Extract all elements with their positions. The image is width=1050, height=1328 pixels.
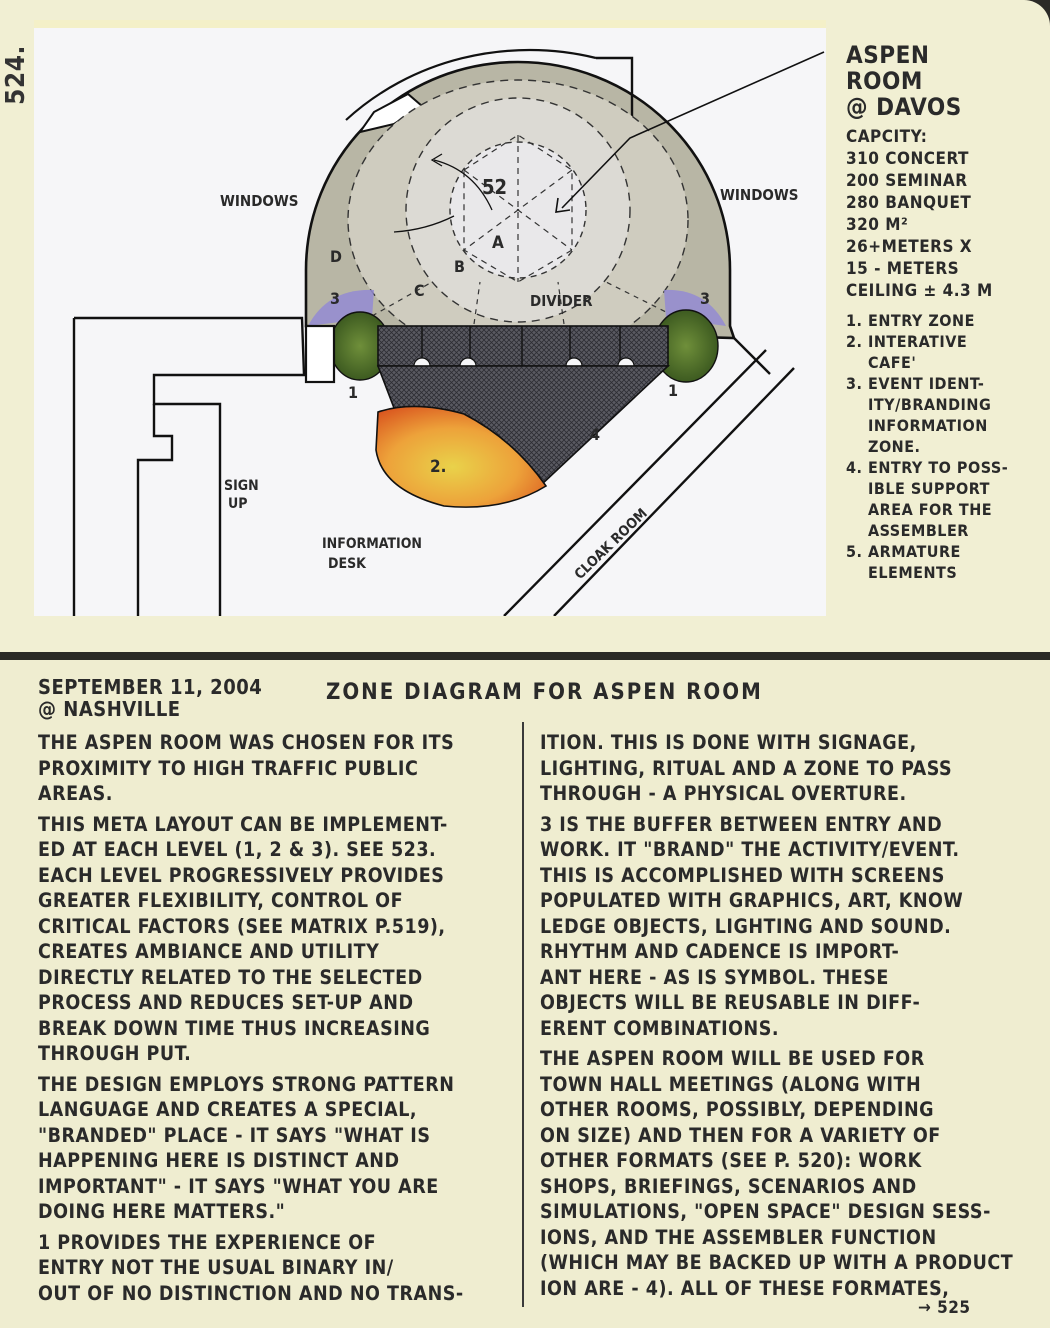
page-number: 524. (0, 45, 31, 105)
notes-left-column (38, 730, 516, 1311)
text-line: OTHER ROOMS, POSSIBLY, DEPENDING (540, 1098, 935, 1121)
text-line: ON SIZE) AND THEN FOR A VARIETY OF (540, 1123, 941, 1147)
text-line: THROUGH - A PHYSICAL OVERTURE. (540, 782, 907, 805)
info-desk-label-2: DESK (328, 556, 366, 572)
text-line: EACH LEVEL PROGRESSIVELY PROVIDES (38, 863, 445, 887)
text-line: THE ASPEN ROOM WILL BE USED FOR (540, 1047, 925, 1070)
legend-text: ASSEMBLER (868, 521, 969, 540)
text-line: WORK. IT "BRAND" THE ACTIVITY/EVENT. (540, 838, 960, 861)
text-line: THE DESIGN EMPLOYS STRONG PATTERN (38, 1072, 455, 1096)
legend-text: ENTRY ZONE (868, 311, 975, 330)
text-line: DOING HERE MATTERS." (38, 1200, 286, 1223)
room-title-line-2: ROOM (846, 67, 923, 95)
zone-3-right-label: 3 (700, 289, 711, 308)
top-page (0, 0, 1050, 652)
plan-drawing (34, 20, 826, 616)
legend-text: CAFE' (868, 353, 917, 372)
legend-number: 5. (846, 542, 863, 561)
zone-4-label: 4 (590, 425, 601, 444)
info-desk-label-1: INFORMATION (322, 536, 422, 552)
legend-text: ENTRY TO POSS- (868, 458, 1009, 477)
text-line: LEDGE OBJECTS, LIGHTING AND SOUND. (540, 914, 952, 938)
text-line: (WHICH MAY BE BACKED UP WITH A PRODUCT (540, 1251, 1014, 1274)
paragraph (38, 1230, 516, 1307)
zone-1-left-label: 1 (348, 383, 359, 402)
text-line: RHYTHM AND CADENCE IS IMPORT- (540, 940, 900, 963)
text-line: 1 PROVIDES THE EXPERIENCE OF (38, 1230, 377, 1254)
angled-wall (734, 338, 770, 374)
text-line: 3 IS THE BUFFER BETWEEN ENTRY AND (540, 812, 943, 836)
text-line: "BRANDED" PLACE - IT SAYS "WHAT IS (38, 1123, 431, 1147)
paragraph (38, 812, 516, 1067)
legend-item (846, 310, 1046, 331)
legend-item (846, 331, 1046, 373)
spec-concert: 310 CONCERT (846, 149, 969, 169)
legend-item (846, 373, 1046, 457)
legend-number: 2. (846, 332, 863, 351)
notes-heading: ZONE DIAGRAM FOR ASPEN ROOM (326, 680, 763, 705)
divider-label: DIVIDER (530, 292, 593, 310)
text-line: ION ARE - 4). ALL OF THESE FORMATES, (540, 1276, 950, 1300)
dimension-label: 52 (482, 175, 508, 199)
legend-text: INFORMATION (868, 416, 988, 435)
text-line: SIMULATIONS, "OPEN SPACE" DESIGN SESS- (540, 1200, 991, 1223)
legend-text: INTERATIVE (868, 332, 968, 351)
text-line: LIGHTING, RITUAL AND A ZONE TO PASS (540, 756, 953, 780)
text-line: CRITICAL FACTORS (SEE MATRIX P.519), (38, 914, 446, 938)
zone-b-label: B (454, 257, 465, 276)
text-line: ED AT EACH LEVEL (1, 2 & 3). SEE 523. (38, 838, 437, 861)
legend-text: ZONE. (868, 437, 921, 456)
legend-text: IBLE SUPPORT (868, 479, 990, 498)
text-line: ERENT COMBINATIONS. (540, 1016, 780, 1040)
room-title-line-1: ASPEN (846, 41, 930, 69)
spec-banquet: 280 BANQUET (846, 193, 972, 213)
legend-text: EVENT IDENT- (868, 374, 985, 393)
text-line: THROUGH PUT. (38, 1042, 192, 1065)
entry-date: SEPTEMBER 11, 2004 (38, 675, 263, 699)
zone-legend (846, 310, 1046, 583)
sign-label: SIGN (224, 478, 259, 494)
text-line: ANT HERE - AS IS SYMBOL. THESE (540, 965, 889, 989)
spec-ceiling: CEILING ± 4.3 M (846, 281, 993, 301)
up-label: UP (228, 496, 248, 512)
text-line: ENTRY NOT THE USUAL BINARY IN/ (38, 1256, 394, 1279)
text-line: PROCESS AND REDUCES SET-UP AND (38, 991, 414, 1014)
spec-width: 15 - METERS (846, 259, 960, 279)
text-line: POPULATED WITH GRAPHICS, ART, KNOW (540, 889, 964, 912)
paragraph (540, 1046, 1018, 1301)
entry-place: @ NASHVILLE (38, 697, 181, 721)
zone-d-label: D (330, 247, 342, 266)
text-line: IMPORTANT" - IT SAYS "WHAT YOU ARE (38, 1174, 439, 1198)
legend-text: ARMATURE (868, 542, 961, 561)
room-title-line-3: @ DAVOS (846, 93, 962, 121)
spec-capacity: CAPCITY: (846, 127, 928, 147)
text-line: ITION. THIS IS DONE WITH SIGNAGE, (540, 731, 917, 754)
text-line: PROXIMITY TO HIGH TRAFFIC PUBLIC (38, 756, 419, 780)
legend-number: 4. (846, 458, 863, 477)
legend-number: 1. (846, 311, 863, 330)
zone-2-label: 2. (430, 457, 447, 477)
paragraph (38, 730, 516, 807)
paragraph (38, 1072, 516, 1225)
text-line: OBJECTS WILL BE REUSABLE IN DIFF- (540, 991, 921, 1014)
legend-item (846, 541, 1046, 583)
spec-area: 320 M² (846, 215, 909, 235)
text-line: OUT OF NO DISTINCTION AND NO TRANS- (38, 1281, 464, 1305)
text-line: TOWN HALL MEETINGS (ALONG WITH (540, 1072, 922, 1096)
cloak-room-label: CLOAK ROOM (571, 505, 651, 583)
text-line: GREATER FLEXIBILITY, CONTROL OF (38, 889, 404, 912)
windows-left-label: WINDOWS (220, 192, 299, 210)
legend-item (846, 457, 1046, 541)
spec-length: 26+METERS X (846, 237, 973, 257)
text-line: CREATES AMBIANCE AND UTILITY (38, 940, 380, 963)
continuation-note: → 525 (918, 1298, 971, 1318)
notes-right-column (540, 730, 1018, 1306)
legend-text: ELEMENTS (868, 563, 958, 582)
zone-1-right-label: 1 (668, 381, 679, 400)
windows-right-label: WINDOWS (720, 186, 799, 204)
text-line: THIS IS ACCOMPLISHED WITH SCREENS (540, 863, 945, 887)
notes-header (38, 676, 1018, 720)
legend-text: ITY/BRANDING (868, 395, 992, 414)
paragraph (540, 812, 1018, 1042)
paragraph (540, 730, 1018, 807)
room-specs-sidebar (846, 42, 1046, 583)
text-line: BREAK DOWN TIME THUS INCREASING (38, 1016, 431, 1040)
legend-text: AREA FOR THE (868, 500, 993, 519)
column-divider (522, 722, 524, 1307)
text-line: DIRECTLY RELATED TO THE SELECTED (38, 965, 423, 989)
zone-c-label: C (414, 281, 425, 300)
text-line: THIS META LAYOUT CAN BE IMPLEMENT- (38, 812, 448, 836)
zone-3-left-label: 3 (330, 289, 341, 308)
zone-a-label: A (492, 233, 504, 253)
text-line: THE ASPEN ROOM WAS CHOSEN FOR ITS (38, 731, 455, 754)
legend-number: 3. (846, 374, 863, 393)
text-line: OTHER FORMATS (SEE P. 520): WORK (540, 1149, 922, 1172)
text-line: AREAS. (38, 782, 113, 805)
text-line: SHOPS, BRIEFINGS, SCENARIOS AND (540, 1174, 917, 1198)
column (306, 326, 334, 382)
text-line: IONS, AND THE ASSEMBLER FUNCTION (540, 1225, 937, 1249)
text-line: HAPPENING HERE IS DISTINCT AND (38, 1149, 400, 1172)
text-line: LANGUAGE AND CREATES A SPECIAL, (38, 1098, 418, 1121)
spec-seminar: 200 SEMINAR (846, 171, 968, 191)
floor-plan-sketch (34, 20, 826, 616)
